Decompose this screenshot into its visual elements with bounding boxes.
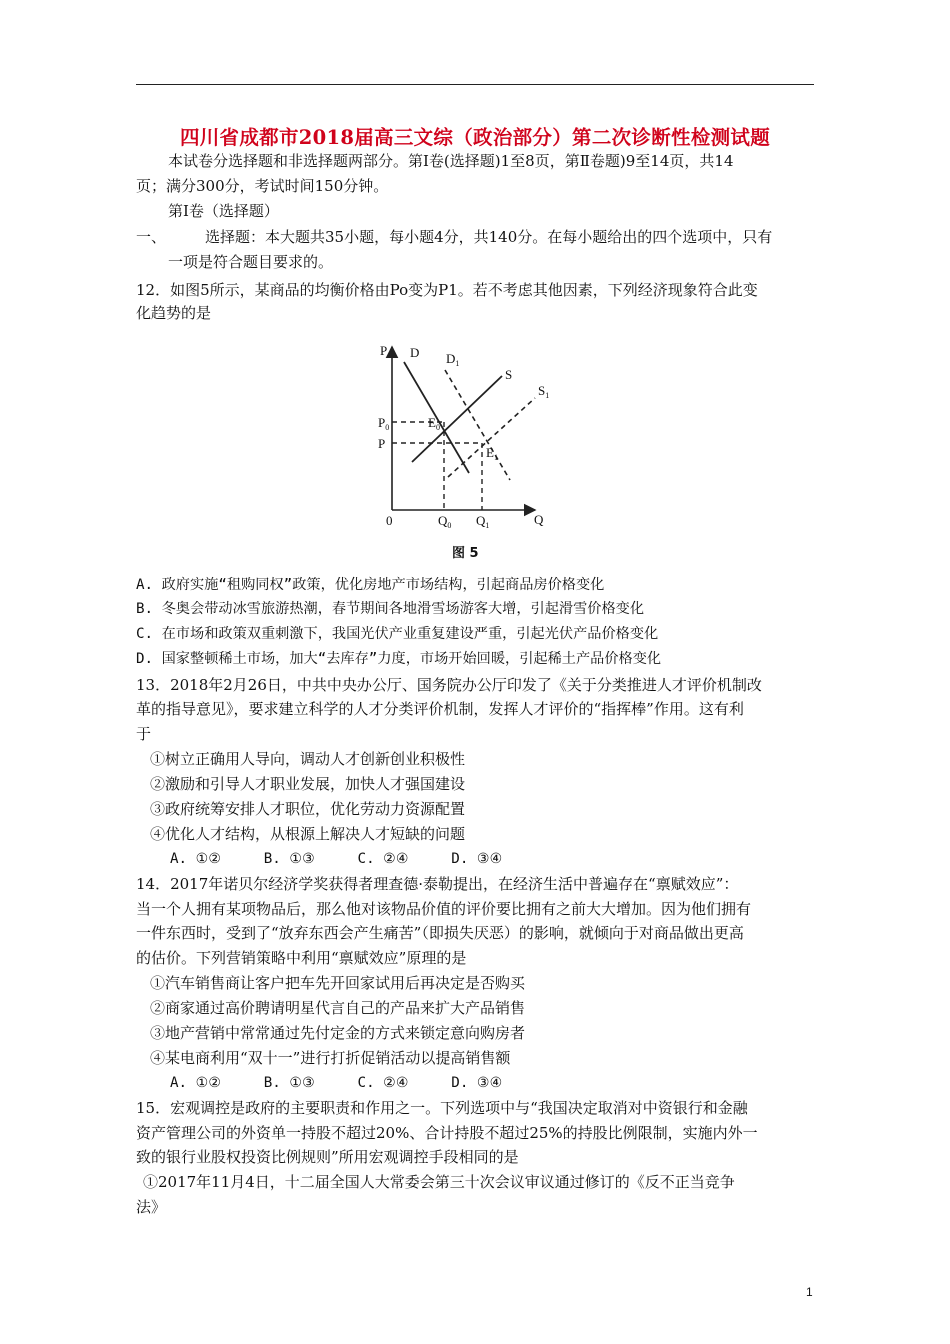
q13-choices: A. ①② B. ①③ C. ②④ D. ③④ bbox=[170, 851, 503, 867]
q14-stem-2: 当一个人拥有某项物品后，那么他对该物品价值的评价要比拥有之前大大增加。因为他们拥有 bbox=[136, 900, 752, 918]
q13-stem-1: 13．2018年2月26日，中共中央办公厅、国务院办公厅印发了《关于分类推进人才评价机制改 bbox=[136, 676, 762, 694]
e1-label: $E_1$ bbox=[486, 445, 498, 462]
q14-item-2: ②商家通过高价聘请明星代言自己的产品来扩大产品销售 bbox=[150, 999, 526, 1017]
demand-curve-d1 bbox=[445, 370, 510, 480]
q13-item-1: ①树立正确用人导向，调动人才创新创业积极性 bbox=[150, 750, 466, 768]
q15-stem-3: 致的银行业股权投资比例规则”所用宏观调控手段相同的是 bbox=[136, 1148, 519, 1166]
section-number: 一、 bbox=[136, 228, 167, 246]
d-label: D bbox=[410, 345, 420, 360]
q12-stem-1: 12．如图5所示，某商品的均衡价格由Po变为P1。若不考虑其他因素，下列经济现象符合此变 bbox=[136, 281, 758, 299]
part-heading: 第Ⅰ卷（选择题） bbox=[168, 202, 279, 220]
q15-stem-2: 资产管理公司的外资单一持股不超过20%、合计持股不超过25%的持股比例限制，实施内外一 bbox=[136, 1124, 758, 1142]
p-axis-label: P bbox=[380, 343, 388, 358]
d1-label: $D_1$ bbox=[446, 351, 460, 368]
supply-demand-figure bbox=[370, 335, 570, 565]
header-rule bbox=[136, 84, 814, 85]
q-axis-label: Q bbox=[534, 512, 544, 527]
q13-stem-2: 革的指导意见》，要求建立科学的人才分类评价机制，发挥人才评价的“指挥棒”作用。这有利 bbox=[136, 700, 744, 718]
q15-item-1a: ①2017年11月4日，十二届全国人大常委会第三十次会议审议通过修订的《反不正当竞争 bbox=[143, 1173, 735, 1191]
q14-item-4: ④某电商利用“双十一”进行打折促销活动以提高销售额 bbox=[150, 1049, 511, 1067]
s1-label: $S_1$ bbox=[538, 383, 550, 400]
supply-curve-s1 bbox=[448, 398, 535, 477]
q14-stem-1: 14．2017年诺贝尔经济学奖获得者理查德·泰勒提出，在经济生活中普遍存在“禀赋效应”： bbox=[136, 875, 739, 893]
q13-item-4: ④优化人才结构，从根源上解决人才短缺的问题 bbox=[150, 825, 466, 843]
intro-line-1: 本试卷分选择题和非选择题两部分。第Ⅰ卷(选择题)1至8页，第Ⅱ卷题)9至14页，共14 bbox=[168, 152, 734, 170]
e0-label: $E_0$ bbox=[428, 415, 440, 432]
section-instructions: 选择题：本大题共35小题，每小题4分，共140分。在每小题给出的四个选项中，只有 bbox=[205, 228, 773, 246]
q12-option-d: D. 国家整顿稀土市场，加大“去库存”力度，市场开始回暖，引起稀土产品价格变化 bbox=[136, 651, 662, 667]
q13-stem-3: 于 bbox=[136, 725, 152, 743]
intro-line-2: 页；满分300分，考试时间150分钟。 bbox=[136, 177, 389, 195]
q12-option-b: B. 冬奥会带动冰雪旅游热潮，春节期间各地滑雪场游客大增，引起滑雪价格变化 bbox=[136, 601, 645, 617]
q12-option-a: A. 政府实施“租购同权”政策，优化房地产市场结构，引起商品房价格变化 bbox=[136, 577, 605, 593]
page-number: 1 bbox=[806, 1285, 813, 1299]
q14-stem-3: 一件东西时，受到了“放弃东西会产生痛苦”（即损失厌恶）的影响，就倾向于对商品做出更高 bbox=[136, 924, 744, 942]
q13-item-2: ②激励和引导人才职业发展，加快人才强国建设 bbox=[150, 775, 466, 793]
page-title: 四川省成都市2018届高三文综（政治部分）第二次诊断性检测试题 bbox=[179, 126, 771, 149]
q15-stem-1: 15．宏观调控是政府的主要职责和作用之一。下列选项中与“我国决定取消对中资银行和金融 bbox=[136, 1099, 748, 1117]
q14-stem-4: 的估价。下列营销策略中利用“禀赋效应”原理的是 bbox=[136, 949, 467, 967]
figure-caption: 图 5 bbox=[452, 546, 479, 561]
q14-item-1: ①汽车销售商让客户把车先开回家试用后再决定是否购买 bbox=[150, 974, 526, 992]
s-label: S bbox=[505, 367, 513, 382]
q14-choices: A. ①② B. ①③ C. ②④ D. ③④ bbox=[170, 1075, 503, 1091]
q1-label: $Q_1$ bbox=[476, 513, 490, 530]
p-label: P bbox=[378, 436, 386, 451]
q12-option-c: C. 在市场和政策双重刺激下，我国光伏产业重复建设严重，引起光伏产品价格变化 bbox=[136, 626, 659, 642]
section-instructions-2: 一项是符合题目要求的。 bbox=[168, 253, 334, 271]
origin-label: 0 bbox=[386, 513, 393, 528]
p0-label: $P_0$ bbox=[378, 415, 390, 432]
q14-item-3: ③地产营销中常常通过先付定金的方式来锁定意向购房者 bbox=[150, 1024, 526, 1042]
q15-item-1b: 法》 bbox=[136, 1198, 167, 1216]
q12-stem-2: 化趋势的是 bbox=[136, 304, 212, 322]
q13-item-3: ③政府统筹安排人才职位，优化劳动力资源配置 bbox=[150, 800, 466, 818]
q0-label: $Q_0$ bbox=[438, 513, 452, 530]
